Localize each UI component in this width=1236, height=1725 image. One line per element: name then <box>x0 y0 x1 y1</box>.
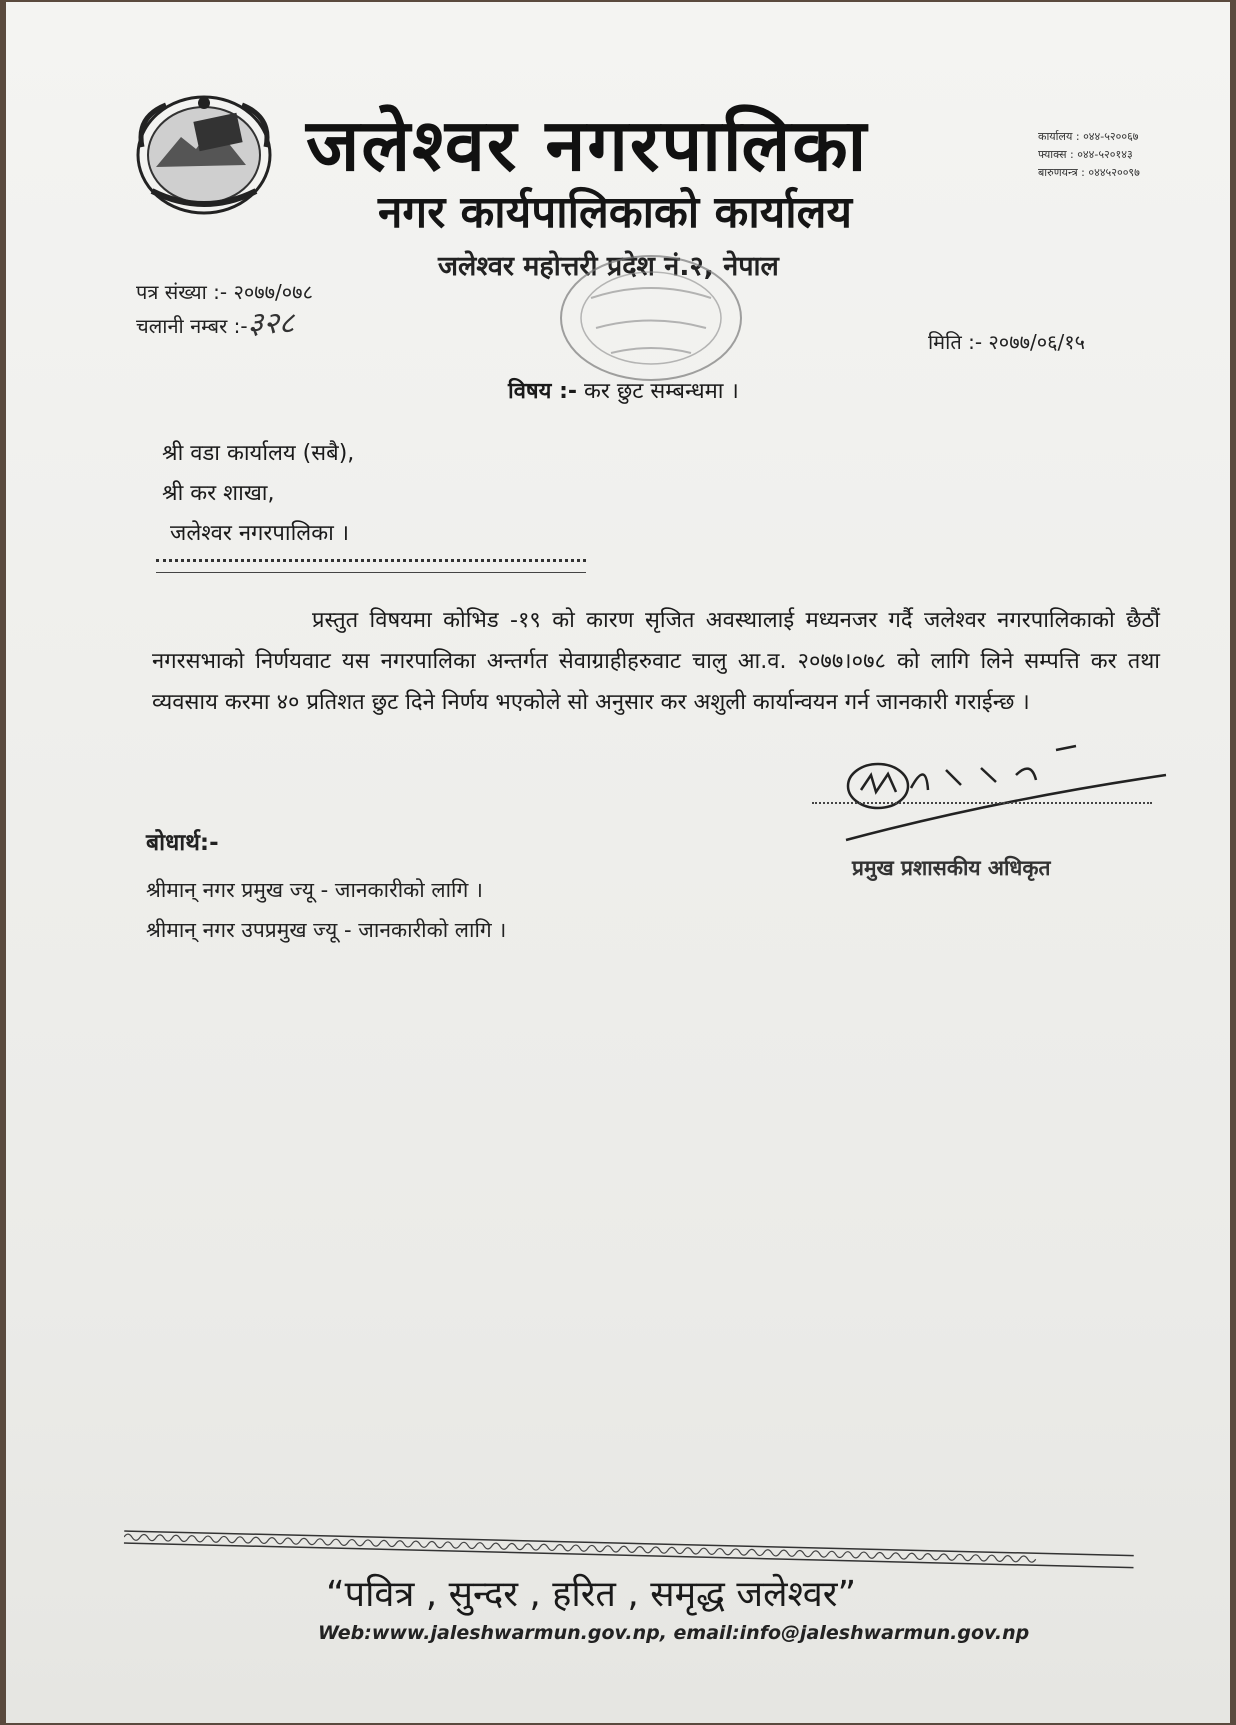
letter-body <box>152 600 1160 723</box>
address-divider <box>156 559 586 573</box>
office-subtitle: नगर कार्यपालिकाको कार्यालय <box>378 187 852 238</box>
recipient-list <box>162 434 354 554</box>
signature-line <box>812 802 1152 804</box>
date-value: २०७७/०६/१५ <box>988 330 1086 354</box>
letter-number: २०७७/०७८ <box>233 280 313 304</box>
letter-number-label: पत्र संख्या :- <box>136 280 228 304</box>
letter-page <box>6 2 1230 1723</box>
reference-block <box>136 276 313 342</box>
office-address: जलेश्वर महोत्तरी प्रदेश नं.२, नेपाल <box>438 251 779 282</box>
cc-list <box>146 870 506 950</box>
cc-heading: बोधार्थ:- <box>146 830 219 856</box>
signatory-title: प्रमुख प्रशासकीय अधिकृत <box>852 856 1051 880</box>
footer-contact: Web:www.jaleshwarmun.gov.np, email:info@jaleshwarmun.gov.np <box>318 1622 1030 1644</box>
office-stamp-icon <box>551 248 751 388</box>
footer-motto: “पवित्र , सुन्दर , हरित , समृद्ध जलेश्वर” <box>326 1574 857 1615</box>
body-paragraph: प्रस्तुत विषयमा कोभिड -१९ को कारण सृजित अवस्थालाई मध्यनजर गर्दै जलेश्वर नगरपालिकाको छैठौं नगरसभाको निर्णयवाट यस नगरपालिका अन्तर्गत सेवाग्राहीहरुवाट चालु आ.व. २०७७।०७८ को लागि लिने सम्पत्ति कर तथा व्यवसाय करमा ४० प्रतिशत छुट दिने निर्णय भएकोले सो अनुसार कर अशुली कार्यान्वयन गर्न जानकारी गराईन्छ । <box>152 608 1160 715</box>
cc-item: श्रीमान् नगर प्रमुख ज्यू - जानकारीको लागि । <box>146 878 483 902</box>
date-label: मिति :- <box>928 330 983 354</box>
subject-line <box>508 375 739 405</box>
signature-icon <box>816 730 1176 850</box>
footer-divider <box>124 1529 1134 1570</box>
subject-label: विषय :- <box>508 379 577 404</box>
fax-number: फ्याक्स : ०४४-५२०१४३ <box>1038 148 1133 161</box>
recipient-item: श्री वडा कार्यालय (सबै), <box>162 441 355 466</box>
cc-item: श्रीमान् नगर उपप्रमुख ज्यू - जानकारीको लागि । <box>146 918 507 942</box>
recipient-item: जलेश्वर नगरपालिका । <box>170 521 350 546</box>
nepal-emblem-icon <box>126 87 286 217</box>
municipality-title: जलेश्वर नगरपालिका <box>306 103 869 187</box>
recipient-item: श्री कर शाखा, <box>162 481 275 506</box>
subject-text: कर छुट सम्बन्धमा । <box>584 379 739 404</box>
fire-phone: बारुणयन्त्र : ०४४५२००९७ <box>1038 166 1140 179</box>
contact-numbers <box>1038 128 1140 182</box>
letter-date <box>928 328 1085 355</box>
office-phone: कार्यालय : ०४४-५२००६७ <box>1038 130 1139 143</box>
dispatch-number-label: चलानी नम्बर :- <box>136 314 248 338</box>
dispatch-number: ३२८ <box>247 306 295 341</box>
